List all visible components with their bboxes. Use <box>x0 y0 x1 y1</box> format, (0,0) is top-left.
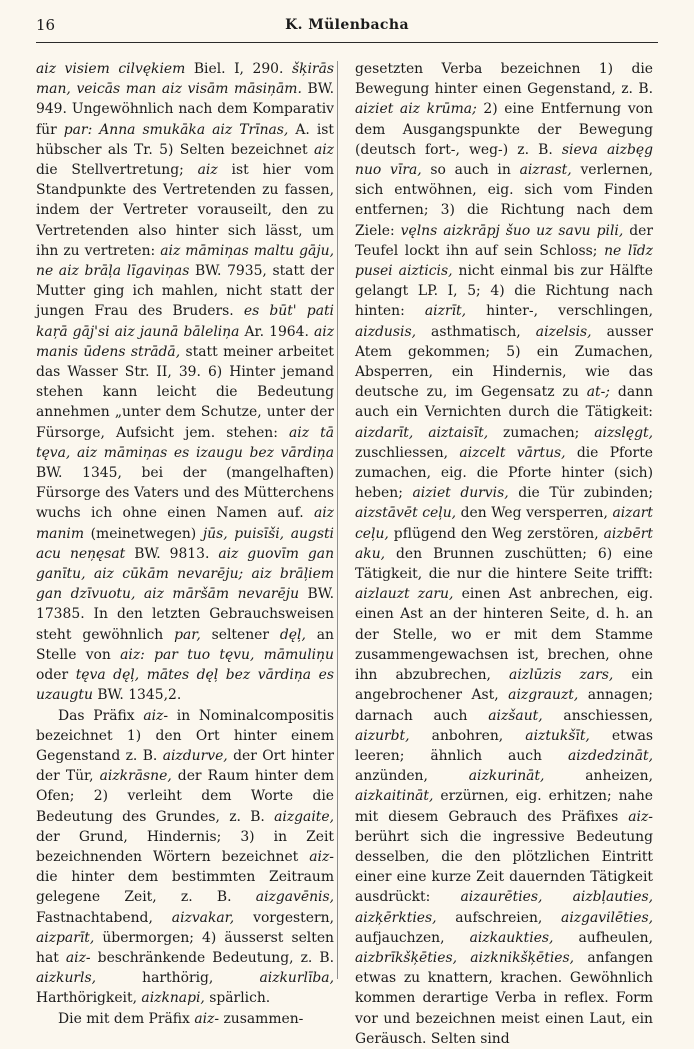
text-run: BW. 9813. <box>125 545 219 562</box>
text-run: BW. 17385. In den letzten Gebrauchsweisen steht gewöhnlich <box>36 586 334 643</box>
italic-term: aiz- <box>309 848 334 865</box>
italic-term: at-; <box>586 384 610 401</box>
text-run: einen Ast anbrechen, eig. einen Ast an der hinteren Seite, d. h. an der Stelle, wo er mit dem Stamme zusammengewachsen ist, brechen, ohne ihn abzubrechen, <box>355 586 653 684</box>
text-run: anschiessen, <box>542 707 653 724</box>
text-run: ein angebrochener Ast, <box>355 667 653 704</box>
italic-term: par, <box>174 626 201 643</box>
text-run: anheizen, <box>544 768 654 785</box>
italic-term: aiz <box>313 141 334 158</box>
text-run: Biel. I, 290. <box>185 61 292 77</box>
text-run: der Teufel lockt ihn auf sein Schloss; <box>355 222 653 259</box>
text-run: Das Präfix <box>58 707 144 724</box>
italic-term: aizgrauzt, <box>508 687 579 704</box>
italic-term: aizšaut, <box>488 707 543 724</box>
text-run: die Pforte zumachen, eig. die Pforte hinter (sich) heben; <box>355 444 653 502</box>
text-run: den Brunnen zuschütten; 6) eine Tätigkeit, die nur die hintere Seite trifft: <box>355 545 653 583</box>
text-run: aufheulen, <box>553 929 653 946</box>
text-run: hinter-, verschlingen, <box>466 303 653 320</box>
italic-term: sieva aizbęg nuo vīra, <box>355 141 653 179</box>
left-column <box>36 59 334 1029</box>
text-run: anbohren, <box>409 727 526 744</box>
text-run: oder <box>36 667 76 684</box>
italic-term: aizgavilēties, <box>561 909 653 926</box>
italic-term: aizknapi, <box>141 990 205 1007</box>
text-run: die Stellvertretung; <box>36 162 198 179</box>
italic-term: aizdarīt, aiztaisīt, <box>355 424 489 441</box>
italic-term: aiz <box>197 162 218 179</box>
text-run: Fastnachtabend, <box>36 909 172 926</box>
text-run: Die mit dem Präfix <box>58 1010 195 1027</box>
text-run: Ar. 1964. <box>239 323 314 340</box>
italic-term: aizkrāsne, <box>99 768 172 785</box>
page-header <box>36 16 658 43</box>
italic-term: aizdedzināt, <box>567 747 653 764</box>
italic-term: aizgaite, <box>274 808 334 825</box>
paragraph <box>355 59 653 1049</box>
text-run: BW. 1345, bei der (mangelhaften) Fürsorge des Vaters und des Mütterchens wuchs ich ohne einen Namen auf. <box>36 465 334 522</box>
text-run: so auch in <box>421 162 520 179</box>
italic-term: aiz māmiņas maltu gāju, ne aiz brāļa līgaviņas <box>36 242 334 280</box>
text-run: in Nominalcompositis bezeichnet 1) den Ort hinter einem Gegenstand z. B. <box>36 707 334 764</box>
italic-term: aizaurēties, aizbļauties, aizķērkties, <box>355 889 653 926</box>
italic-term: jūs, puisīši, augsti acu neņęsat <box>36 525 334 562</box>
italic-term: ne līdz pusei aizticis, <box>355 242 653 280</box>
italic-term: aizkaitināt, <box>355 788 434 805</box>
text-run: spärlich. <box>204 990 271 1007</box>
text-run: vorgestern, <box>234 909 334 926</box>
text-run: nicht einmal bis zur Hälfte gelangt LP. I, 5; 4) die Richtung nach hinten: <box>355 263 653 320</box>
paragraph <box>36 1009 334 1029</box>
text-run: zusammen- <box>219 1010 304 1027</box>
italic-term: aiz manis ūdens strādā, <box>36 323 335 360</box>
text-run: an Stelle von <box>36 626 334 663</box>
text-run: erzürnen, eig. erhitzen; nahe mit diesem Gebrauch des Präfixes <box>355 788 653 825</box>
italic-term: aiziet aiz krūma; <box>355 101 477 118</box>
text-run: die hinter dem bestimmten Zeitraum gelegene Zeit, z. B. <box>36 869 334 906</box>
page-number: 16 <box>36 16 56 34</box>
text-run: annagen; darnach auch <box>355 687 653 724</box>
text-run: beschränkende Bedeutung, z. B. <box>90 949 334 966</box>
italic-term: aiz visiem cilvękiem <box>36 61 186 77</box>
italic-term: aiz: par tuo tęvu, māmuliņu <box>120 646 334 663</box>
text-run: berührt sich die ingressive Bedeutung desselben, die den plötzlichen Eintritt einer eine kurze Zeit dauernden Tätigkeit ausdrückt: <box>355 828 653 906</box>
italic-term: aiz- <box>65 949 91 966</box>
text-run: zumachen; <box>488 424 595 441</box>
text-run: aufjauchzen, <box>355 929 470 946</box>
italic-term: aizelsis, <box>535 323 592 340</box>
italic-term: aizkurināt, <box>468 768 545 785</box>
text-run: BW. 1345,2. <box>92 687 182 704</box>
italic-term: aiz- <box>194 1010 220 1027</box>
text-run: dann auch ein Vernichten durch die Tätigkeit: <box>355 384 654 421</box>
italic-term: aizdurve, <box>162 747 228 764</box>
text-run: übermorgen; 4) äusserst selten hat <box>36 929 334 966</box>
italic-term: aizlauzt zaru, <box>355 586 454 603</box>
italic-term: aizdusis, <box>355 323 416 340</box>
text-run: anzünden, <box>355 768 469 785</box>
italic-term: aizcelt vārtus, <box>459 444 566 461</box>
italic-term: aizvakar, <box>171 909 235 926</box>
italic-term: aiz- <box>628 808 653 825</box>
italic-term: vęlns aizkrāpj šuo uz savu pili, <box>400 222 624 239</box>
text-run: verlernen, sich entwöhnen, eig. sich vom Finden entfernen; 3) die Richtung nach dem Ziele: <box>355 162 653 239</box>
italic-term: aizbrīkšķēties, aizknikšķēties, <box>355 949 575 966</box>
italic-term: aizlūzis zars, <box>509 667 614 684</box>
italic-term: aiz guovīm gan ganītu, aiz cūkām nevarēju; aiz brāļiem gan dzīvuotu, aiz māršām nevarēju <box>36 545 335 603</box>
text-run: der Raum hinter dem Ofen; 2) verleiht dem Worte die Bedeutung des Grundes, z. B. <box>36 768 335 825</box>
italic-term: aiziet durvis, <box>412 485 509 502</box>
text-run: asthmatisch, <box>416 323 536 340</box>
text-run: (meinetwegen) <box>84 525 203 542</box>
italic-term: dęļ, <box>279 626 306 643</box>
italic-term: aizslęgt, <box>594 424 653 441</box>
italic-term: aizstāvēt ceļu, <box>355 505 457 522</box>
text-run: A. ist hübscher als Tr. 5) Selten bezeichnet <box>36 121 334 158</box>
italic-term: aizkurls, <box>36 970 97 987</box>
column-divider <box>337 61 338 979</box>
italic-term: aizrast, <box>519 162 572 179</box>
text-run: der Ort hinter der Tür, <box>36 747 334 785</box>
text-run: etwas leeren; ähnlich auch <box>355 727 653 764</box>
italic-term: aizparīt, <box>36 929 95 946</box>
italic-term: aizbērt aku, <box>355 525 653 562</box>
italic-term: aizkurlība, <box>259 970 334 987</box>
paragraph <box>36 706 334 1009</box>
paragraph <box>36 59 334 706</box>
italic-term: aizgavēnis, <box>255 889 334 906</box>
italic-term: aizart ceļu, <box>355 505 653 542</box>
text-run: den Weg versperren, <box>456 505 613 522</box>
italic-term: aiz tā tęva, aiz māmiņas es izaugu bez vārdiņa <box>36 424 334 461</box>
italic-term: aiz- <box>143 707 169 724</box>
italic-term: es būt' pati kaŗā gāj'si aiz jaunā bāleliņa <box>36 303 334 340</box>
italic-term: šķirās man, veicās man aiz visām māsiņām. <box>36 61 334 98</box>
right-column <box>355 59 653 1049</box>
text-run: pflügend den Weg zerstören, <box>388 525 604 542</box>
text-run: gesetzten Verba bezeichnen 1) die Bewegung hinter einen Gegenstand, z. B. <box>355 61 653 98</box>
italic-term: aizkaukties, <box>469 929 554 946</box>
text-run: statt meiner arbeitet das Wasser Str. II, 39. 6) Hinter jemand stehen kann leicht die Bedeutung annehmen „unter dem Schutze, unter der Fürsorge, Aufsicht jem. stehen: <box>36 343 335 441</box>
text-run: der Grund, Hindernis; 3) in Zeit bezeichnenden Wörtern bezeichnet <box>36 828 334 865</box>
text-run: ausser Atem gekommen; 5) ein Zumachen, Absperren, ein Hindernis, wie das deutsche zu, im Gegensatz zu <box>355 323 653 401</box>
italic-term: tęva dęļ, mātes dęļ bez vārdiņa es uzaugtu <box>36 667 335 704</box>
text-run: 2) eine Entfernung von dem Ausgangspunkte der Bewegung (deutsch fort-, weg-) z. B. <box>355 101 653 158</box>
italic-term: aiztukšīt, <box>525 727 590 744</box>
text-run: anfangen etwas zu knattern, krachen. Gewöhnlich kommen derartige Verba in reflex. Form vor und bezeichnen meist einen Laut, ein Geräusch. Selten sind <box>355 949 653 1047</box>
text-run: BW. 949. Ungewöhnlich nach dem Komparativ für <box>36 81 335 138</box>
italic-term: aiz manim <box>36 505 334 542</box>
italic-term: par: Anna smukāka aiz Trīnas, <box>63 121 289 138</box>
text-run: Harthörigkeit, <box>36 990 142 1007</box>
italic-term: aizurbt, <box>355 727 410 744</box>
text-run: BW. 7935, statt der Mutter ging ich mahlen, nicht statt der jungen Frau des Bruders. <box>36 263 334 320</box>
text-run: harthörig, <box>96 970 260 987</box>
running-title: K. Mülenbacha <box>285 17 409 33</box>
italic-term: aizrīt, <box>424 303 467 320</box>
text-run: seltener <box>200 626 280 643</box>
text-run: aufschreien, <box>436 909 562 926</box>
text-run: ist hier vom Standpunkte des Vertretenden zu fassen, indem der Vertreter vorauseilt, den zu Vertretenden also hinter sich lässt, um ihn zu vertreten: <box>36 162 334 259</box>
text-run: die Tür zubinden; <box>508 485 654 502</box>
text-run: zuschliessen, <box>355 444 460 461</box>
